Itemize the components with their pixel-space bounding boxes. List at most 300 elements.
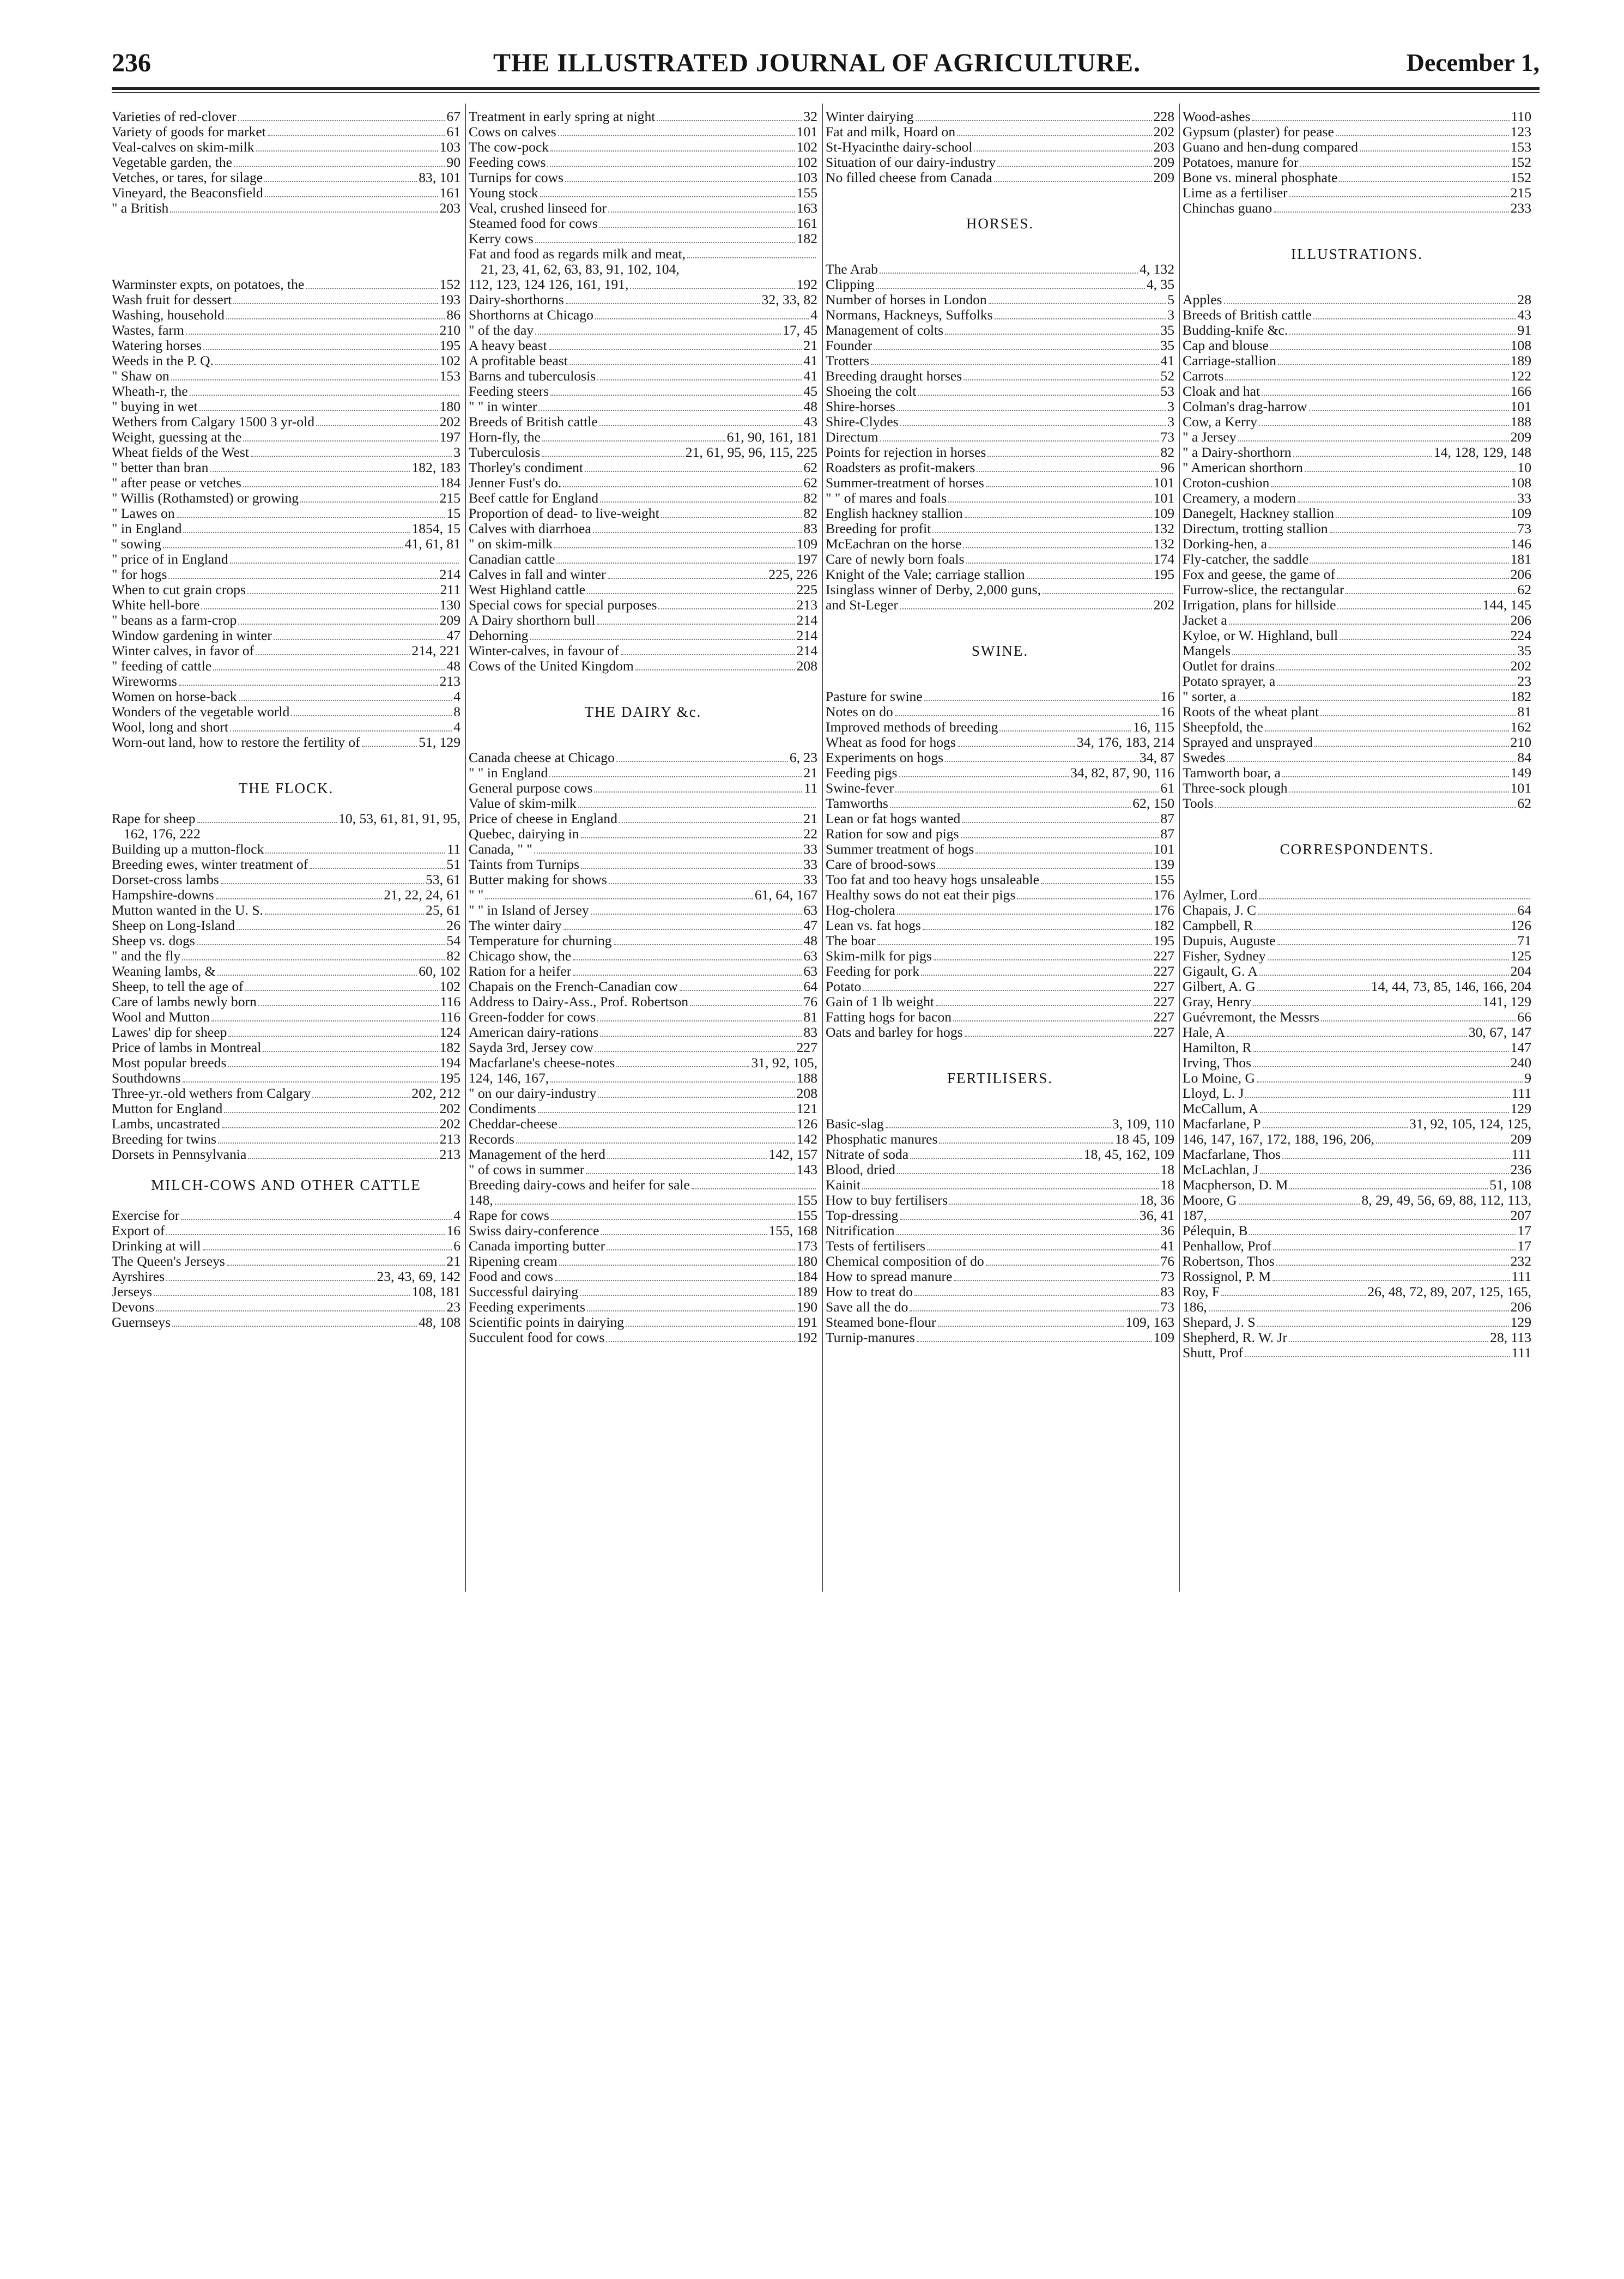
entry-title: Devons: [112, 1299, 155, 1315]
index-entry: [826, 887, 1174, 903]
dot-leader: [1257, 990, 1370, 991]
dot-leader: [1239, 1204, 1360, 1205]
entry-pages: 195: [1153, 933, 1174, 948]
entry-title: Wastes, farm: [112, 323, 184, 338]
entry-title: " beans as a farm-crop: [112, 613, 237, 628]
index-entry: [826, 750, 1174, 765]
index-entry: [112, 1116, 460, 1132]
index-entry: [469, 613, 817, 628]
entry-title: Food and cows: [469, 1269, 553, 1284]
index-entry: [1183, 674, 1531, 689]
section-heading: HORSES.: [966, 215, 1034, 232]
dot-leader: [1289, 1188, 1488, 1189]
index-entry: [112, 521, 460, 536]
index-entry: [1183, 1238, 1531, 1254]
index-entry: [112, 475, 460, 491]
entry-title: Treatment in early spring at night: [469, 109, 656, 124]
dot-leader: [217, 975, 417, 976]
entry-pages: 180: [439, 399, 460, 414]
entry-title: Aylmer, Lord: [1183, 887, 1258, 903]
dot-leader: [534, 853, 802, 854]
entry-pages: 166: [1510, 384, 1531, 399]
index-entry: [469, 475, 817, 491]
index-entry: [826, 414, 1174, 430]
entry-title: " sorter, a: [1183, 689, 1237, 704]
entry-pages: 214, 221: [411, 643, 460, 658]
dot-leader: [222, 1127, 438, 1128]
entry-pages: 4: [810, 307, 817, 323]
entry-title: " price of in England: [112, 552, 228, 567]
entry-title: Fisher, Sydney: [1183, 948, 1266, 964]
entry-pages: 101: [1153, 475, 1174, 491]
dot-leader: [690, 1005, 802, 1006]
section-heading: CORRESPONDENTS.: [1280, 841, 1434, 857]
dot-leader: [895, 715, 1159, 716]
entry-pages: 8: [453, 704, 460, 720]
index-entry: [1183, 903, 1531, 918]
entry-pages: 102: [796, 155, 817, 170]
entry-title: Potato sprayer, a: [1183, 674, 1276, 689]
entry-title: Guernseys: [112, 1315, 171, 1330]
dot-leader: [1224, 303, 1516, 304]
dot-leader: [626, 1326, 795, 1327]
dot-leader: [554, 547, 795, 548]
dot-leader: [616, 761, 788, 762]
entry-pages: 62: [1517, 796, 1531, 811]
entry-pages: 82: [1160, 445, 1174, 460]
entry-title: Cows of the United Kingdom: [469, 658, 634, 674]
index-entry: [1183, 170, 1531, 185]
entry-pages: 63: [803, 964, 817, 979]
dot-leader: [201, 608, 438, 609]
dot-leader: [535, 334, 781, 335]
entry-pages: 23: [1517, 674, 1531, 689]
entry-title: Proportion of dead- to live-weight: [469, 506, 659, 521]
dot-leader: [516, 1142, 795, 1144]
index-entry: [469, 201, 817, 216]
index-entry: [112, 201, 460, 216]
dot-leader: [1276, 669, 1508, 670]
dot-leader: [549, 776, 802, 777]
index-entry: [826, 1193, 1174, 1208]
dot-leader: [1277, 944, 1516, 945]
dot-leader: [565, 181, 795, 182]
dot-leader: [977, 471, 1159, 472]
dot-leader: [897, 1173, 1159, 1174]
dot-leader: [657, 120, 802, 121]
dot-leader: [213, 669, 445, 670]
entry-pages: 33: [803, 872, 817, 887]
entry-pages: 189: [796, 1284, 817, 1299]
entry-pages: 34, 87: [1140, 750, 1174, 765]
entry-pages: 123: [1510, 124, 1531, 140]
entry-title: No filled cheese from Canada: [826, 170, 992, 185]
dot-leader: [1314, 746, 1509, 747]
entry-title: Canadian cattle: [469, 552, 555, 567]
entry-title: St-Hyacinthe dairy-school: [826, 140, 973, 155]
entry-pages: 34, 176, 183, 214: [1076, 735, 1174, 750]
entry-title: Shorthorns at Chicago: [469, 307, 593, 323]
dot-leader: [593, 532, 802, 533]
dot-leader: [961, 837, 1159, 838]
dot-leader: [256, 654, 410, 655]
index-entry: [1183, 1116, 1531, 1132]
dot-leader: [600, 501, 802, 503]
dot-leader: [1337, 608, 1481, 609]
entry-pages: 109: [796, 536, 817, 552]
dot-leader: [938, 1326, 1124, 1327]
dot-leader: [598, 1097, 795, 1098]
dot-leader: [619, 822, 802, 823]
entry-title: " better than bran: [112, 460, 209, 475]
entry-title: White hell-bore: [112, 597, 200, 613]
entry-pages: 18, 36: [1140, 1193, 1174, 1208]
index-entry: [112, 353, 460, 368]
index-entry: [469, 765, 817, 781]
dot-leader: [1337, 578, 1509, 579]
entry-title: Budding-knife &c.: [1183, 323, 1288, 338]
entry-pages: 109, 163: [1125, 1315, 1174, 1330]
index-entry: [826, 399, 1174, 414]
entry-pages: 10, 53, 61, 81, 91, 95,: [338, 811, 460, 826]
entry-title: Cloak and hat: [1183, 384, 1261, 399]
entry-title: Feeding steers: [469, 384, 549, 399]
entry-title: Tamworth boar, a: [1183, 765, 1281, 781]
index-entry: [112, 155, 460, 170]
dot-leader: [897, 410, 1166, 411]
index-entry: [1183, 918, 1531, 933]
entry-pages: 62: [1517, 582, 1531, 597]
entry-title: Management of colts: [826, 323, 944, 338]
entry-title: Sayda 3rd, Jersey cow: [469, 1040, 593, 1055]
dot-leader: [156, 1310, 445, 1311]
entry-pages: 36, 41: [1140, 1208, 1174, 1223]
entry-title: Drinking at will: [112, 1238, 201, 1254]
index-entry: [469, 1055, 817, 1071]
index-entry: [826, 1223, 1174, 1238]
entry-pages: 16: [446, 1223, 460, 1238]
entry-pages: 126: [1510, 918, 1531, 933]
dot-leader: [1257, 1326, 1509, 1327]
index-entry: [826, 842, 1174, 857]
entry-title: Blood, dried: [826, 1162, 895, 1177]
entry-pages: 61, 64, 167: [754, 887, 817, 903]
spacer: [469, 720, 817, 735]
entry-title: Carrots: [1183, 368, 1224, 384]
dot-leader: [939, 1142, 1113, 1144]
entry-pages: 203: [439, 201, 460, 216]
entry-pages: 90: [446, 155, 460, 170]
section-heading: THE FLOCK.: [238, 780, 334, 796]
entry-title: When to cut grain crops: [112, 582, 246, 597]
dot-leader: [601, 1234, 767, 1235]
index-entry: [1183, 735, 1531, 750]
entry-title: Price of cheese in England: [469, 811, 617, 826]
dot-leader: [1259, 898, 1530, 899]
entry-pages: 182: [439, 1040, 460, 1055]
dot-leader: [203, 349, 438, 350]
dot-leader: [595, 318, 809, 319]
dot-leader: [936, 1005, 1152, 1006]
dot-leader: [1238, 700, 1508, 701]
entry-title: Wonders of the vegetable world: [112, 704, 290, 720]
entry-pages: 60, 102: [419, 964, 460, 979]
dot-leader: [166, 1280, 375, 1281]
entry-pages: 143: [796, 1162, 817, 1177]
entry-title: Varieties of red-clover: [112, 109, 237, 124]
dot-leader: [566, 303, 760, 304]
entry-pages: 33: [803, 857, 817, 872]
index-entry: [469, 368, 817, 384]
spacer: [1183, 231, 1531, 246]
dot-leader: [316, 425, 438, 426]
entry-pages: 152: [1510, 170, 1531, 185]
entry-title: Cow, a Kerry: [1183, 414, 1257, 430]
dot-leader: [687, 257, 816, 258]
spacer: [112, 1162, 460, 1177]
entry-title: Notes on do: [826, 704, 893, 720]
entry-title: Colman's drag-harrow: [1183, 399, 1307, 414]
index-entry: [112, 1025, 460, 1040]
entry-pages: 153: [439, 368, 460, 384]
index-entry: [1183, 1208, 1531, 1223]
index-entry: [469, 1009, 817, 1025]
entry-title: Tamworths: [826, 796, 888, 811]
entry-title: Jenner Fust's do.: [469, 475, 562, 491]
entry-title: Roy, F: [1183, 1284, 1220, 1299]
entry-pages: 26: [446, 918, 460, 933]
index-entry: [469, 1147, 817, 1162]
entry-title: How to spread manure: [826, 1269, 953, 1284]
dot-leader: [197, 822, 337, 823]
entry-pages: 102: [439, 979, 460, 994]
dot-leader: [310, 868, 445, 869]
index-entry-continuation: 162, 176, 222: [124, 826, 201, 842]
index-entry: [826, 689, 1174, 704]
index-entry: [1183, 948, 1531, 964]
index-entry: [1183, 1299, 1531, 1315]
index-entry: [469, 567, 817, 582]
entry-pages: 188: [1510, 414, 1531, 430]
index-entry: [469, 460, 817, 475]
dot-leader: [1274, 211, 1508, 213]
index-entry: [469, 414, 817, 430]
index-entry: [1183, 124, 1531, 140]
index-entry: [469, 872, 817, 887]
spacer: [469, 735, 817, 750]
dot-leader: [228, 1036, 438, 1037]
entry-pages: 6, 23: [789, 750, 817, 765]
index-column-2: [469, 109, 817, 1345]
entry-title: Macfarlane, Thos: [1183, 1147, 1281, 1162]
entry-pages: 155: [796, 185, 817, 201]
entry-pages: 14, 44, 73, 85, 146, 166, 204: [1371, 979, 1531, 994]
index-entry: [826, 1025, 1174, 1040]
dot-leader: [1215, 807, 1516, 808]
dot-leader: [1252, 120, 1509, 121]
entry-title: Ripening cream: [469, 1254, 558, 1269]
index-entry: [826, 323, 1174, 338]
entry-title: Fatting hogs for bacon: [826, 1009, 952, 1025]
entry-title: Hog-cholera: [826, 903, 895, 918]
index-entry: [1183, 201, 1531, 216]
entry-pages: 101: [1153, 842, 1174, 857]
dot-leader: [226, 318, 445, 319]
index-entry: [112, 1132, 460, 1147]
entry-pages: 102: [796, 140, 817, 155]
entry-title: Dorsets in Pennsylvania: [112, 1147, 247, 1162]
index-entry: [1183, 720, 1531, 735]
entry-title: Export of: [112, 1223, 165, 1238]
index-entry: [1183, 796, 1531, 811]
entry-title: Successful dairying: [469, 1284, 579, 1299]
entry-title: Cap and blouse: [1183, 338, 1269, 353]
dot-leader: [306, 288, 438, 289]
entry-title: Wood-ashes: [1183, 109, 1251, 124]
entry-pages: 193: [439, 292, 460, 307]
dot-leader: [274, 639, 445, 640]
dot-leader: [1277, 685, 1516, 686]
index-entry: [112, 857, 460, 872]
entry-pages: 21, 61, 95, 96, 115, 225: [685, 445, 817, 460]
index-entry: [1183, 1269, 1531, 1284]
index-entry: [469, 826, 817, 842]
index-entry: [1183, 1132, 1531, 1147]
entry-title: Mutton for England: [112, 1101, 223, 1116]
entry-pages: 189: [1510, 353, 1531, 368]
index-entry: [1183, 658, 1531, 674]
index-entry: [1183, 1254, 1531, 1269]
entry-pages: 211: [440, 582, 460, 597]
dot-leader: [1017, 898, 1152, 899]
column-divider: [822, 104, 823, 1592]
entry-title: Dorking-hen, a: [1183, 536, 1267, 552]
entry-title: Kainit: [826, 1177, 861, 1193]
entry-title: Records: [469, 1132, 514, 1147]
entry-pages: 214: [796, 643, 817, 658]
entry-title: " sowing: [112, 536, 161, 552]
entry-pages: 124: [439, 1025, 460, 1040]
entry-title: Situation of our dairy-industry: [826, 155, 996, 170]
entry-pages: 111: [1511, 1147, 1531, 1162]
entry-pages: 103: [439, 140, 460, 155]
index-entry: [469, 323, 817, 338]
index-entry: [112, 1009, 460, 1025]
dot-leader: [312, 1097, 410, 1098]
index-entry: [826, 872, 1174, 887]
index-entry: [1183, 552, 1531, 567]
index-entry: [112, 292, 460, 307]
index-entry: [469, 445, 817, 460]
entry-pages: 51, 108: [1489, 1177, 1531, 1193]
entry-title: Rape for sheep: [112, 811, 196, 826]
entry-pages: 227: [1153, 964, 1174, 979]
entry-title: " on our dairy-industry: [469, 1086, 597, 1101]
entry-title: Lloyd, L. J: [1183, 1086, 1244, 1101]
index-entry: [1183, 1162, 1531, 1177]
index-entry: [1183, 643, 1531, 658]
dot-leader: [927, 1249, 1159, 1250]
entry-title: Butter making for shows: [469, 872, 607, 887]
spacer: [112, 216, 460, 231]
entry-title: Three-sock plough: [1183, 781, 1288, 796]
entry-pages: 108, 181: [411, 1284, 460, 1299]
entry-title: " ": [469, 887, 484, 903]
entry-pages: 81: [803, 1009, 817, 1025]
entry-title: " " in winter: [469, 399, 537, 414]
entry-pages: 182, 183: [411, 460, 460, 475]
entry-pages: 173: [796, 1238, 817, 1254]
index-entry: [826, 597, 1174, 613]
entry-pages: 103: [796, 170, 817, 185]
entry-pages: 3: [1167, 414, 1174, 430]
spacer: [469, 674, 817, 689]
dot-leader: [890, 807, 1131, 808]
entry-pages: 31, 92, 105, 124, 125,: [1409, 1116, 1531, 1132]
dot-leader: [563, 929, 802, 930]
index-entry: [469, 185, 817, 201]
index-entry: [1183, 1055, 1531, 1071]
dot-leader: [1209, 1219, 1509, 1220]
entry-title: Founder: [826, 338, 872, 353]
entry-title: Wool and Mutton: [112, 1009, 210, 1025]
index-column-3: [826, 109, 1174, 1345]
entry-title: " a Jersey: [1183, 430, 1237, 445]
entry-pages: 224: [1510, 628, 1531, 643]
entry-title: Feeding cows: [469, 155, 546, 170]
entry-pages: 192: [796, 1330, 817, 1345]
entry-pages: 109: [1153, 506, 1174, 521]
index-entry: [826, 292, 1174, 307]
entry-pages: 101: [1510, 399, 1531, 414]
entry-pages: 96: [1160, 460, 1174, 475]
dot-leader: [1289, 196, 1509, 197]
dot-leader: [1262, 395, 1508, 396]
dot-leader: [556, 563, 795, 564]
dot-leader: [1346, 593, 1516, 594]
index-entry: [1183, 368, 1531, 384]
dot-leader: [932, 532, 1152, 533]
entry-pages: 228: [1153, 109, 1174, 124]
index-entry: [469, 658, 817, 674]
dot-leader: [234, 166, 445, 167]
entry-pages: 17: [1517, 1223, 1531, 1238]
entry-pages: 155, 168: [768, 1223, 817, 1238]
dot-leader: [958, 746, 1075, 747]
dot-leader: [535, 242, 795, 243]
entry-pages: 62: [803, 460, 817, 475]
index-entry: [112, 872, 460, 887]
entry-title: Chapais on the French-Canadian cow: [469, 979, 678, 994]
entry-pages: 35: [1517, 643, 1531, 658]
dot-leader: [268, 135, 445, 136]
index-entry: [112, 613, 460, 628]
dot-leader: [635, 669, 795, 670]
dot-leader: [989, 303, 1166, 304]
dot-leader: [549, 349, 802, 350]
entry-title: Sheep, to tell the age of: [112, 979, 244, 994]
entry-title: Cows on calves: [469, 124, 556, 140]
entry-title: Number of horses in London: [826, 292, 987, 307]
entry-title: " of the day: [469, 323, 534, 338]
entry-title: Vegetable garden, the: [112, 155, 232, 170]
dot-leader: [1289, 791, 1509, 793]
entry-pages: 161: [796, 216, 817, 231]
index-entry: [826, 704, 1174, 720]
entry-pages: 162: [1510, 720, 1531, 735]
entry-title: Penhallow, Prof: [1183, 1238, 1272, 1254]
entry-pages: 210: [439, 323, 460, 338]
